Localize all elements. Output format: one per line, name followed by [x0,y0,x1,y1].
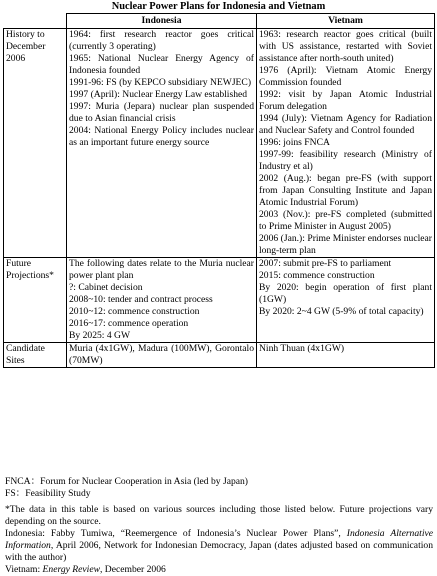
source-vietnam-text: Vietnam: [5,563,43,575]
vietnam-entry: 1992: visit by Japan Atomic Industrial Forum delegation [259,88,432,112]
footnotes [5,476,433,576]
row-header [4,257,67,342]
vietnam-cell [257,342,435,367]
vietnam-entry: Ninh Thuan (4x1GW) [259,342,345,354]
header-row [4,14,435,29]
vietnam-entry: 1997-99: feasibility research (Ministry of Industry et al) [259,148,432,172]
indonesia-entry: 2010~12: commence construction [69,305,200,317]
note-disclaimer: *The data in this table is based on various sources including those listed below. Future projections vary depending on the source. [5,503,433,527]
corner-cell [4,14,67,29]
indonesia-entry: 1991-96: FS (by KEPCO subsidiary NEWJEC) [69,76,252,88]
vietnam-entry: 2002 (Aug.): began pre-FS (with support from Japan Consulting Institute and Japan Atomic Industrial Forum) [259,172,432,208]
indonesia-entry: 2016~17: commence operation [69,317,189,329]
table-title: Nuclear Power Plans for Indonesia and Vietnam [111,1,326,12]
vietnam-entry: 1963: research reactor goes critical (built with US assistance, restarted with Soviet assistance after north-south united) [259,28,432,64]
column-header-indonesia: Indonesia [67,14,257,29]
comparison-table [3,13,435,368]
note-fs: FS：Feasibility Study [5,487,91,499]
vietnam-cell [257,257,435,342]
vietnam-entry: 2006 (Jan.): Prime Minister endorses nuclear long-term plan [259,232,432,256]
source-indonesia [5,528,433,564]
source-indonesia-rest: , April 2006, Network for Indonesian Democracy, Japan (dates adjusted based on communication with the author) [5,539,433,563]
vietnam-entry: 1996: joins FNCA [259,136,330,148]
source-vietnam [5,564,433,576]
indonesia-cell [67,342,257,367]
row-header [4,342,67,367]
table-row [4,28,435,257]
row-header [4,28,67,257]
indonesia-entry: 1964: first research reactor goes critical (currently 3 operating) [69,28,254,52]
source-indonesia-text: Indonesia: Fabby Tumiwa, “Reemergence of Indonesia’s Nuclear Power Plans”, [5,527,347,539]
vietnam-entry: 1976 (April): Vietnam Atomic Energy Commission founded [259,64,432,88]
indonesia-entry: 1965: National Nuclear Energy Agency of Indonesia founded [69,52,254,76]
vietnam-entry: 1994 (July): Vietnam Agency for Radiation and Nuclear Safety and Control founded [259,112,432,136]
indonesia-entry: 2004: National Energy Policy includes nuclear as an important future energy source [69,124,254,148]
source-vietnam-title: Energy Review [42,563,100,575]
vietnam-entry: 2015: commence construction [259,269,375,281]
source-vietnam-rest: , December 2006 [99,563,166,575]
vietnam-cell [257,28,435,257]
vietnam-entry: By 2020: 2~4 GW (5-9% of total capacity) [259,305,424,317]
indonesia-entry: ?: Cabinet decision [69,281,143,293]
indonesia-entry: The following dates relate to the Muria nuclear power plant plan [69,257,254,281]
indonesia-entry: 1997: Muria (Jepara) nuclear plan suspended due to Asian financial crisis [69,100,254,124]
note-fnca: FNCA：Forum for Nuclear Cooperation in Asia (led by Japan) [5,476,248,487]
row-header-label: Future Projections* [6,257,54,281]
indonesia-entry: By 2025: 4 GW [69,329,131,341]
indonesia-cell [67,257,257,342]
row-header-label: Candidate Sites [6,342,45,366]
row-header-label: History to December 2006 [6,28,46,64]
vietnam-entry: 2003 (Nov.): pre-FS completed (submitted to Prime Minister in August 2005) [259,208,432,232]
indonesia-entry: 2008~10: tender and contract process [69,293,213,305]
table-body [4,28,435,367]
indonesia-entry: 1997 (April): Nuclear Energy Law established [69,88,248,100]
source-indonesia-title: Indonesia Alternative Information [5,527,433,551]
table-row [4,342,435,367]
column-header-vietnam: Vietnam [257,14,435,29]
indonesia-cell [67,28,257,257]
table-row [4,257,435,342]
vietnam-entry: 2007: submit pre-FS to parliament [259,257,392,269]
vietnam-entry: By 2020: begin operation of first plant (1GW) [259,281,432,305]
indonesia-entry: Muria (4x1GW), Madura (100MW), Gorontalo (70MW) [69,342,254,366]
